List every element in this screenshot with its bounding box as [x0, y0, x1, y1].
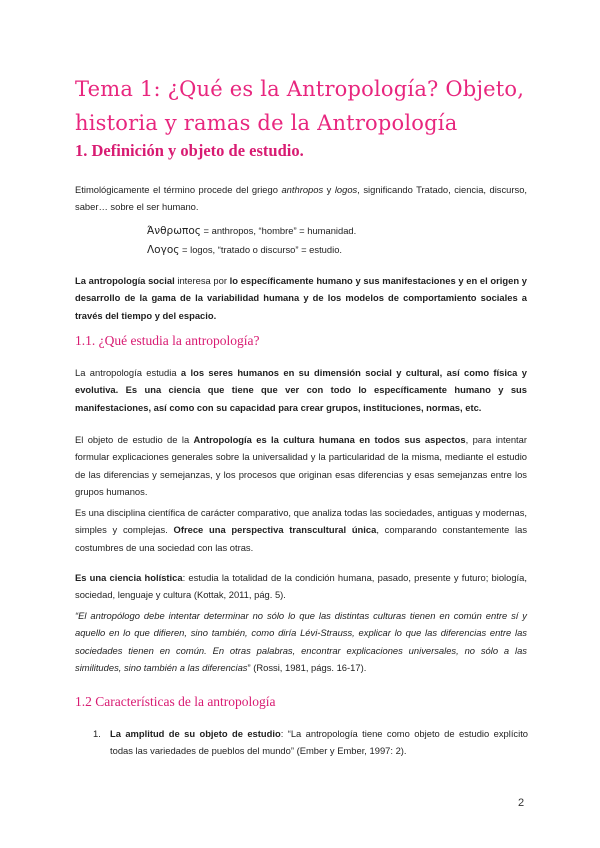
body-text: La antropología estudia: [75, 367, 181, 378]
section-heading-1-2: 1.2 Características de la antropología: [75, 694, 276, 709]
bold-text: La antropología social: [75, 275, 175, 286]
greek-word: Λογος: [147, 244, 180, 256]
body-text: , para intentar formular explicaciones generales sobre la universalidad y la particularidad de la misma, mediante el estudio de las diferencias y semejanzas, y los procesos que originan esas diferencias y esas semejanzas entre los grupos humanos.: [75, 434, 527, 498]
citation-text: ” (Rossi, 1981, págs. 16-17).: [247, 662, 367, 674]
greek-word: Άνθρωπος: [147, 225, 201, 237]
greek-meaning: = anthropos, “hombre” = humanidad.: [200, 225, 357, 236]
list-number: 1.: [93, 728, 101, 739]
greek-definition-anthropos: [147, 222, 356, 240]
term-anthropos: anthropos: [281, 184, 324, 195]
list-item-text: [110, 725, 528, 760]
bold-text: Antropología es la cultura humana en todos sus aspectos: [193, 434, 466, 445]
bold-text: La amplitud de su objeto de estudio: [110, 728, 281, 739]
body-text: interesa por: [174, 275, 230, 286]
section-heading-1-1: 1.1. ¿Qué estudia la antropología?: [75, 333, 260, 348]
bold-text: Es una ciencia holística: [75, 572, 183, 583]
page-title: Tema 1: ¿Qué es la Antropología? Objeto, historia y ramas de la Antropología: [75, 77, 525, 135]
etymology-text: y: [323, 184, 335, 195]
body-text: El objeto de estudio de la: [75, 434, 194, 445]
bold-text: lo específicamente humano y sus manifestaciones y en el origen y desarrollo de la gama de la variabilidad humana y de los modelos de comportamiento sociales a través del tiempo y del espacio.: [75, 275, 527, 321]
body-text: : “La antropología tiene como objeto de estudio explícito todas las variedades de pueblos del mundo” (Ember y Ember, 1997: 2).: [110, 728, 529, 757]
bold-text: a los seres humanos en su dimensión social y cultural, así como física y evolutiva. Es una ciencia que tiene que ver con todo lo específicamente humano y sus manifestaciones, así como con su capacidad para crear grupos, instituciones, normas, etc.: [75, 367, 527, 413]
page-number: 2: [518, 797, 525, 809]
body-text: Es una disciplina científica de carácter comparativo, que analiza todas las sociedades, antiguas y modernas, simples y complejas.: [75, 507, 527, 536]
object-of-study-paragraph: [75, 431, 527, 501]
social-anthropology-paragraph: [75, 272, 527, 324]
term-logos: logos: [334, 184, 358, 195]
what-studies-paragraph: [75, 364, 527, 416]
etymology-text: , significando Tratado, ciencia, discurso, saber… sobre el ser humano.: [75, 184, 528, 213]
bold-text: Ofrece una perspectiva transcultural única: [173, 524, 377, 536]
body-text: : estudia la totalidad de la condición humana, pasado, presente y futuro; biología, sociedad, lenguaje y cultura (Kottak, 2011, pág. 5).: [75, 572, 527, 601]
comparative-discipline-paragraph: [75, 504, 527, 556]
etymology-paragraph: [75, 181, 527, 216]
greek-meaning: = logos, “tratado o discurso” = estudio.: [179, 244, 343, 255]
greek-definition-logos: [147, 241, 342, 259]
section-heading-1: 1. Definición y objeto de estudio.: [75, 141, 304, 160]
quote-paragraph: [75, 607, 527, 677]
quote-text: “El antropólogo debe intentar determinar no sólo lo que las distintas culturas tienen en común entre sí y aquello en lo que difieren, sino también, como diría Lévi-Strauss, explicar lo que las diferencias entre las sociedades tienen en común. En otras palabras, encontrar explicaciones universales, no sólo a las similitudes, sino también a las diferencias: [75, 610, 527, 674]
body-text: , comparando constantemente las costumbres de una sociedad con las otras.: [75, 524, 528, 553]
holistic-paragraph: [75, 569, 527, 604]
etymology-text: Etimológicamente el término procede del griego: [75, 184, 282, 195]
